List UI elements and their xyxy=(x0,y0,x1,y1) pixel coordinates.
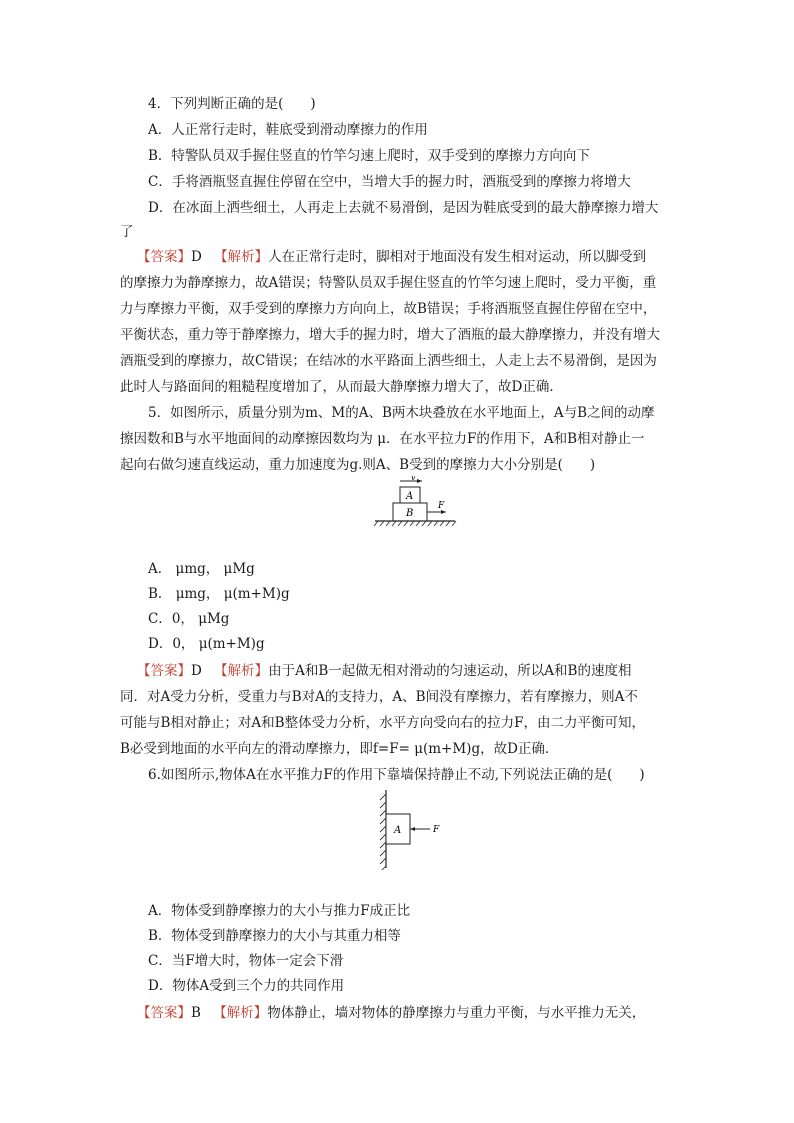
q5-stem-line: 擦因数和B与水平地面间的动摩擦因数均为 μ．在水平拉力F的作用下，A和B相对静止一 xyxy=(120,431,645,447)
answer-value: D xyxy=(191,249,202,265)
analysis-text: 物体静止，墙对物体的静摩擦力与重力平衡，与水平推力无关， xyxy=(267,1005,646,1021)
q5-option-c: C．0， μMg xyxy=(148,611,230,627)
analysis-tag: 【解析】 xyxy=(214,249,269,265)
analysis-text: 由于A和B一起做无相对滑动的匀速运动，所以A和B的速度相 xyxy=(268,663,632,679)
q6-option-b: B．物体受到静摩擦力的大小与其重力相等 xyxy=(148,928,401,944)
ground-hatch xyxy=(374,521,456,526)
q4-option-d: D．在冰面上洒些细土，人再走上去就不易滑倒，是因为鞋底受到的最大静摩擦力增大 xyxy=(148,200,659,216)
q4-answer-line xyxy=(137,245,697,269)
q6-option-d: D．物体A受到三个力的共同作用 xyxy=(148,978,345,994)
force-label: F xyxy=(438,501,445,511)
q5-answer-line xyxy=(137,659,697,683)
q5-blocks-figure xyxy=(370,476,460,528)
q6-option-a: A．物体受到静摩擦力的大小与推力F成正比 xyxy=(148,903,411,919)
answer-tag: 【答案】 xyxy=(137,1005,191,1021)
analysis-tag: 【解析】 xyxy=(213,1005,268,1021)
block-a-label: A xyxy=(406,491,414,502)
q4-option-b: B．特警队员双手握住竖直的竹竿匀速上爬时，双手受到的摩擦力方向向下 xyxy=(148,148,590,164)
q4-option-a: A．人正常行走时，鞋底受到滑动摩擦力的作用 xyxy=(148,122,428,138)
q5-analysis-line: 可能与B相对静止；对A和B整体受力分析，水平方向受向右的拉力F，由二力平衡可知， xyxy=(120,715,645,731)
block-b-label: B xyxy=(406,508,414,519)
analysis-tag: 【解析】 xyxy=(214,663,269,679)
block-a-label: A xyxy=(394,825,402,836)
force-label: F xyxy=(433,825,440,835)
q6-option-c: C．当F增大时，物体一定会下滑 xyxy=(148,953,344,969)
q4-analysis-line: 平衡状态，重力等于静摩擦力，增大手的握力时，增大了酒瓶的最大静摩擦力，并没有增大 xyxy=(120,327,660,343)
q5-analysis-line: B必受到地面的水平向左的滑动摩擦力，即f=F= μ(m+M)g，故D正确． xyxy=(120,741,559,757)
q4-analysis-line: 力与摩擦力平衡，双手受到的摩擦力方向向上，故B错误；手将酒瓶竖直握住停留在空中， xyxy=(120,301,657,317)
q4-analysis-line: 酒瓶受到的摩擦力，故C错误；在结冰的水平路面上洒些细土，人走上去不易滑倒，是因为 xyxy=(120,353,657,369)
answer-tag: 【答案】 xyxy=(137,249,191,265)
q5-stem-line: 5．如图所示，质量分别为m、M的A、B两木块叠放在水平地面上，A与B之间的动摩 xyxy=(148,405,655,421)
q4-analysis-line: 此时人与路面间的粗糙程度增加了，从而最大静摩擦力增大了，故D正确． xyxy=(120,379,563,395)
q5-option-b: B． μmg， μ(m+M)g xyxy=(148,586,290,602)
q6-wall-figure xyxy=(372,788,452,870)
q5-option-a: A． μmg， μMg xyxy=(148,561,255,577)
answer-value: B xyxy=(191,1005,201,1021)
q5-stem-line: 起向右做匀速直线运动，重力加速度为g.则A、B受到的摩擦力大小分别是( ) xyxy=(120,457,596,473)
answer-tag: 【答案】 xyxy=(137,663,191,679)
wall-hatch xyxy=(380,794,386,870)
analysis-text: 人在正常行走时，脚相对于地面没有发生相对运动，所以脚受到 xyxy=(268,249,647,265)
q4-option-d-wrap: 了 xyxy=(120,224,134,240)
velocity-label: v xyxy=(411,476,416,482)
q4-analysis-line: 的摩擦力为静摩擦力，故A错误；特警队员双手握住竖直的竹竿匀速上爬时，受力平衡，重 xyxy=(120,275,657,291)
q5-analysis-line: 同．对A受力分析，受重力与B对A的支持力，A、B间没有摩擦力，若有摩擦力，则A不 xyxy=(120,689,638,705)
q6-answer-line xyxy=(137,1001,697,1025)
q6-stem: 6.如图所示,物体A在水平推力F的作用下靠墙保持静止不动,下列说法正确的是( ) xyxy=(148,767,645,783)
q5-option-d: D．0， μ(m+M)g xyxy=(148,636,265,652)
q4-stem: 4．下列判断正确的是( ) xyxy=(148,96,316,112)
answer-value: D xyxy=(191,663,202,679)
q4-option-c: C．手将酒瓶竖直握住停留在空中，当增大手的握力时，酒瓶受到的摩擦力将增大 xyxy=(148,174,631,190)
